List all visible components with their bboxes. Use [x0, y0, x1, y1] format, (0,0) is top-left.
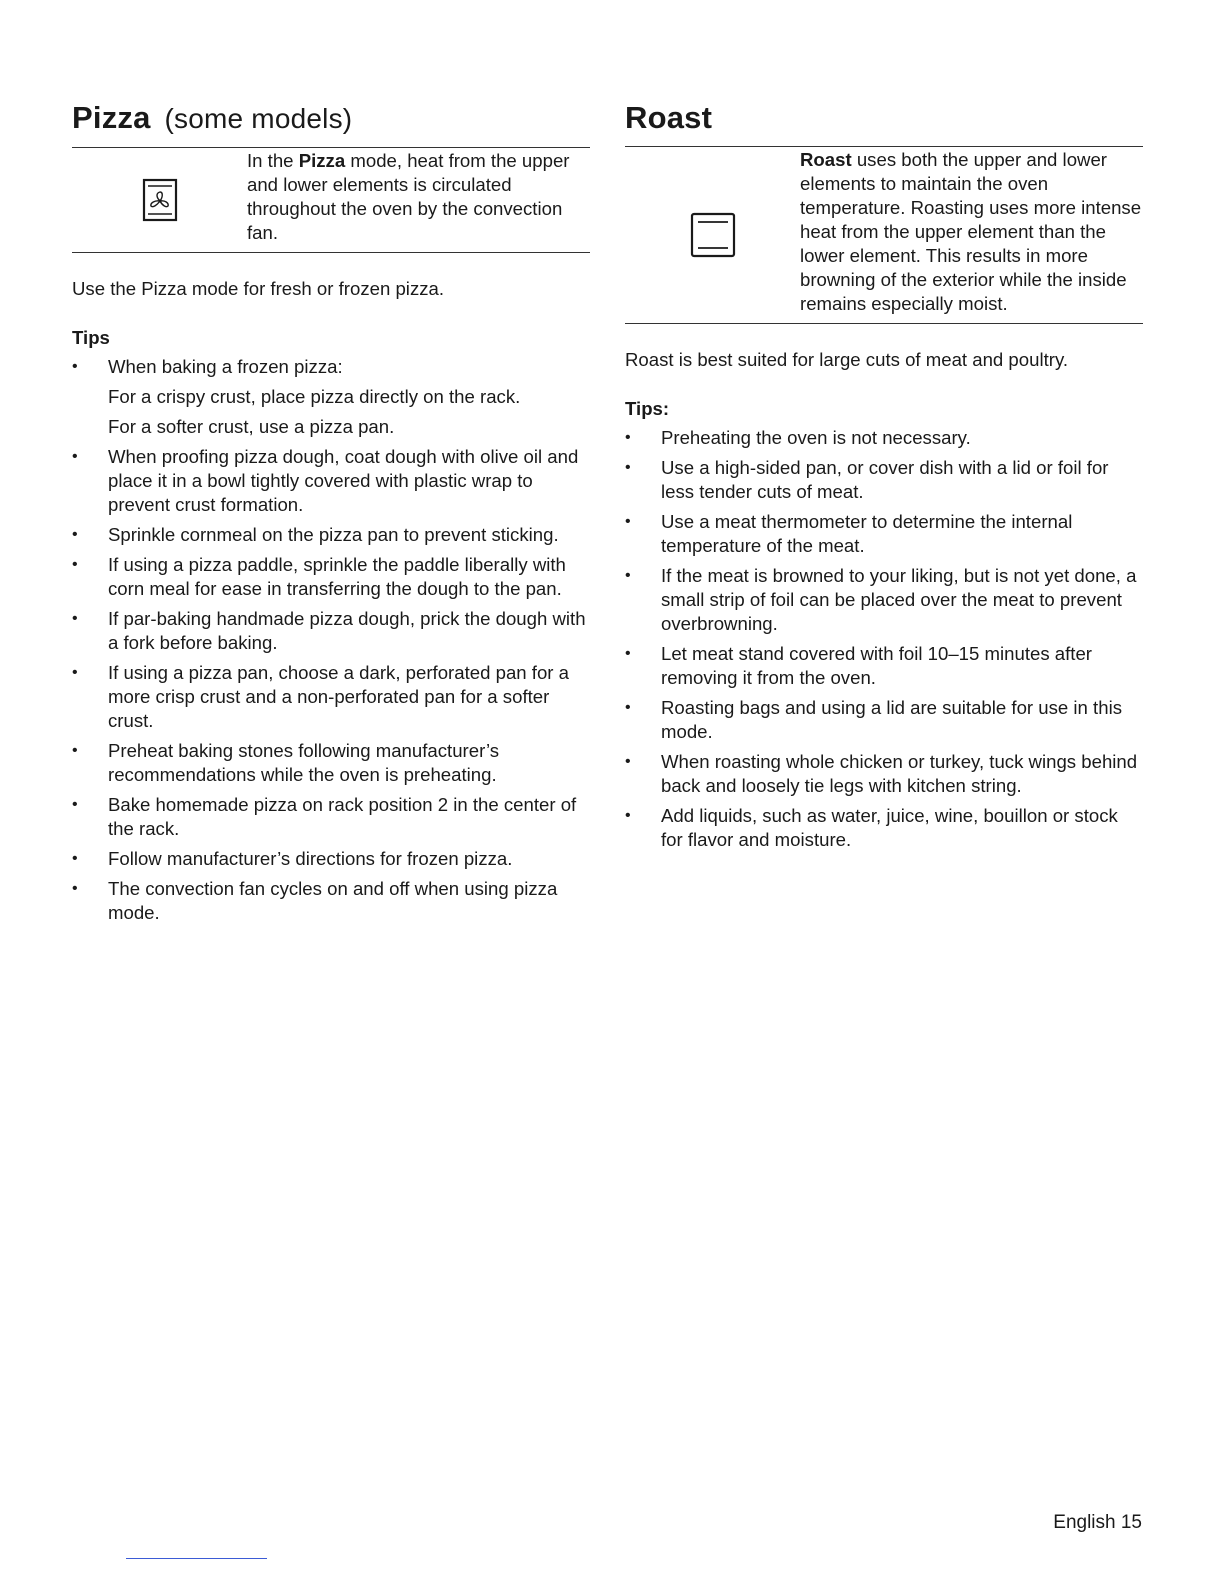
pizza-mode-icon	[142, 178, 178, 222]
bullet: •	[625, 699, 631, 716]
bullet: •	[625, 429, 631, 446]
tip-text: Sprinkle cornmeal on the pizza pan to prevent sticking.	[108, 524, 559, 545]
list-item	[72, 445, 590, 517]
page-footer: English 15	[1053, 1512, 1142, 1533]
roast-intro: Roast is best suited for large cuts of meat and poultry.	[625, 349, 1069, 370]
bullet: •	[72, 358, 78, 375]
list-item	[625, 750, 1143, 798]
tip-text: Use a meat thermometer to determine the internal temperature of the meat.	[661, 511, 1073, 556]
list-item	[72, 793, 590, 841]
pizza-tips-heading: Tips	[72, 327, 110, 348]
bullet: •	[625, 807, 631, 824]
tip-text: When baking a frozen pizza:	[108, 356, 343, 377]
tip-text: If using a pizza pan, choose a dark, perforated pan for a more crisp crust and a non-perforated pan for a softer crust.	[108, 662, 570, 731]
list-item	[72, 739, 590, 787]
roast-tips-list	[625, 426, 1143, 852]
pizza-tips-list	[72, 355, 590, 925]
bullet: •	[72, 448, 78, 465]
pizza-icon-cell	[72, 148, 247, 252]
tip-text: Bake homemade pizza on rack position 2 in the center of the rack.	[108, 794, 577, 839]
tip-text: Roasting bags and using a lid are suitable for use in this mode.	[661, 697, 1122, 742]
tip-text: When roasting whole chicken or turkey, tuck wings behind back and loosely tie legs with kitchen string.	[661, 751, 1138, 796]
bullet: •	[72, 664, 78, 681]
bullet: •	[72, 610, 78, 627]
tip-text: Add liquids, such as water, juice, wine, bouillon or stock for flavor and moisture.	[661, 805, 1118, 850]
list-item	[625, 426, 1143, 450]
roast-mode-description	[800, 147, 1143, 323]
list-item	[625, 696, 1143, 744]
tip-text: If the meat is browned to your liking, but is not yet done, a small strip of foil can be placed over the meat to prevent overbrowning.	[661, 565, 1137, 634]
pizza-intro: Use the Pizza mode for fresh or frozen pizza.	[72, 278, 445, 299]
roast-title: Roast	[625, 100, 713, 135]
pizza-mode-box	[72, 147, 590, 253]
roast-tips-heading: Tips:	[625, 398, 670, 419]
pizza-desc-bold: Pizza	[298, 150, 346, 171]
bullet: •	[625, 513, 631, 530]
list-item	[625, 456, 1143, 504]
pizza-title: Pizza	[72, 100, 151, 135]
pizza-desc-rest: mode, heat from the upper and lower elements is circulated throughout the oven by the convection fan.	[247, 150, 570, 243]
bullet: •	[72, 796, 78, 813]
pizza-mode-description	[247, 148, 590, 252]
list-item	[72, 553, 590, 601]
tip-text: If par-baking handmade pizza dough, prick the dough with a fork before baking.	[108, 608, 586, 653]
bullet: •	[72, 850, 78, 867]
bullet: •	[72, 526, 78, 543]
roast-section	[625, 96, 1143, 858]
tip-subline: For a softer crust, use a pizza pan.	[108, 416, 395, 437]
tip-subline: For a crispy crust, place pizza directly on the rack.	[108, 386, 521, 407]
list-item	[72, 877, 590, 925]
list-item	[72, 523, 590, 547]
list-item	[72, 661, 590, 733]
tip-text: When proofing pizza dough, coat dough with olive oil and place it in a bowl tightly covered with plastic wrap to prevent crust formation.	[108, 446, 579, 515]
tip-text: The convection fan cycles on and off when using pizza mode.	[108, 878, 558, 923]
footer-rule	[126, 1558, 267, 1559]
list-item	[72, 847, 590, 871]
tip-text: Preheating the oven is not necessary.	[661, 427, 971, 448]
list-item	[72, 355, 590, 439]
bullet: •	[72, 880, 78, 897]
tip-text: Let meat stand covered with foil 10–15 minutes after removing it from the oven.	[661, 643, 1092, 688]
list-item	[625, 804, 1143, 852]
tip-text: Follow manufacturer’s directions for frozen pizza.	[108, 848, 513, 869]
pizza-desc-prefix: In the	[247, 150, 299, 171]
list-item	[625, 642, 1143, 690]
list-item	[625, 564, 1143, 636]
list-item	[625, 510, 1143, 558]
pizza-section	[72, 96, 590, 931]
bullet: •	[625, 567, 631, 584]
roast-mode-icon	[690, 212, 736, 258]
bullet: •	[72, 742, 78, 759]
roast-icon-cell	[625, 147, 800, 323]
tip-text: Preheat baking stones following manufacturer’s recommendations while the oven is preheating.	[108, 740, 500, 785]
pizza-subtitle: (some models)	[164, 103, 353, 134]
roast-heading	[625, 96, 1143, 140]
bullet: •	[72, 556, 78, 573]
roast-desc-bold: Roast	[800, 149, 852, 170]
bullet: •	[625, 753, 631, 770]
tip-text: Use a high-sided pan, or cover dish with a lid or foil for less tender cuts of meat.	[661, 457, 1109, 502]
list-item	[72, 607, 590, 655]
pizza-heading	[72, 96, 590, 141]
tip-text: If using a pizza paddle, sprinkle the paddle liberally with corn meal for ease in transferring the dough to the pan.	[108, 554, 566, 599]
bullet: •	[625, 459, 631, 476]
roast-desc-rest: uses both the upper and lower elements to maintain the oven temperature. Roasting uses more intense heat from the upper element than the lower element. This results in more browning of the exterior while the inside remains especially moist.	[800, 149, 1142, 314]
roast-mode-box	[625, 146, 1143, 324]
bullet: •	[625, 645, 631, 662]
